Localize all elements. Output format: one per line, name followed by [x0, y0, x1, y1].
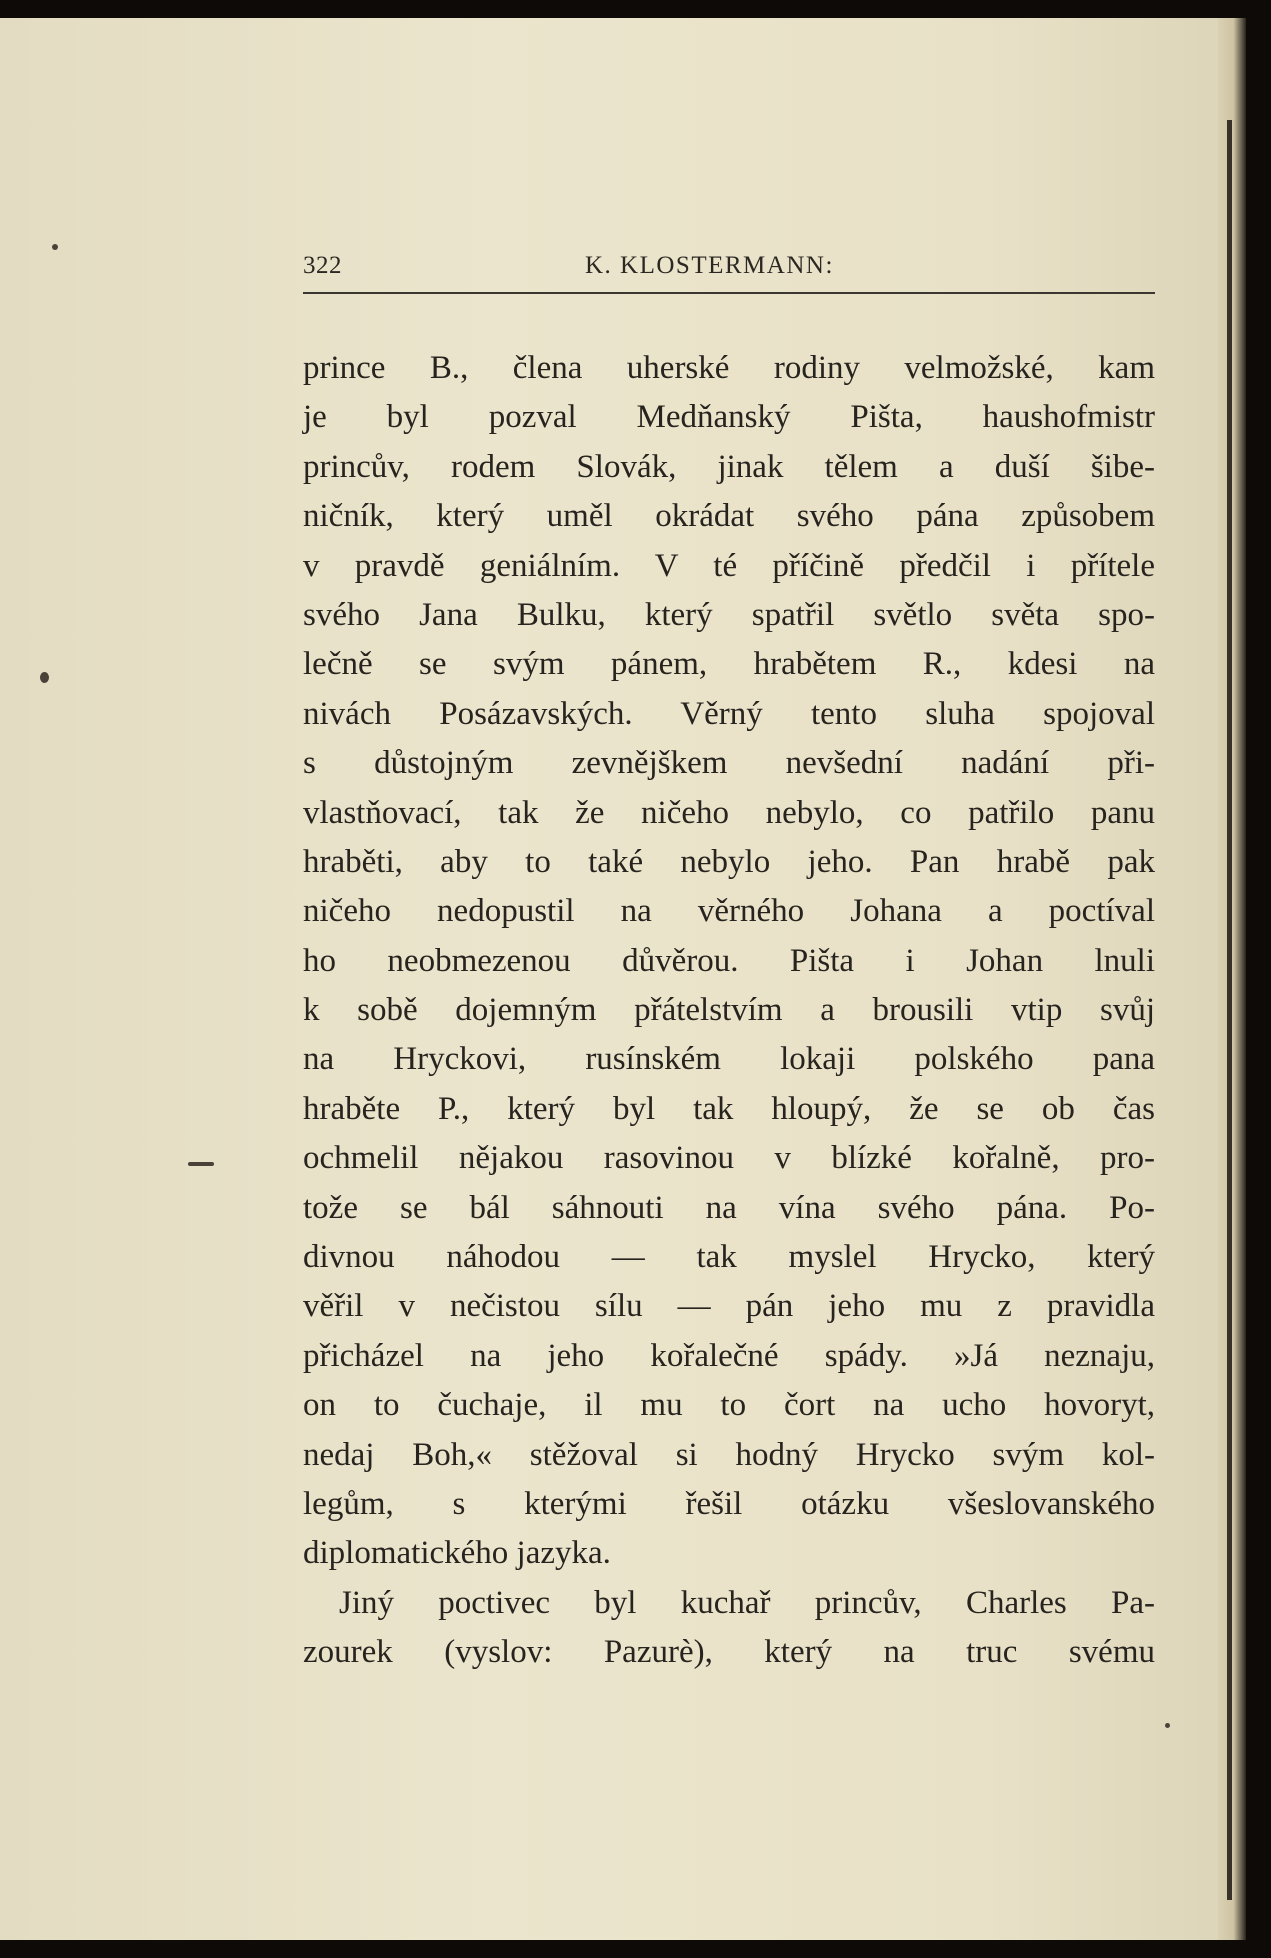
text-line: nedaj Boh,« stěžoval si hodný Hrycko svým kol-: [303, 1436, 1155, 1473]
page-number: 322: [303, 252, 342, 279]
ink-speck: [188, 1162, 214, 1166]
text-line: přicházel na jeho kořalečné spády. »Já neznaju,: [303, 1337, 1155, 1374]
text-line: lečně se svým pánem, hrabětem R., kdesi na: [303, 646, 1155, 683]
body-text: [303, 344, 1155, 1678]
text-line: vlastňovací, tak že ničeho nebylo, co patřilo panu: [303, 794, 1155, 831]
page-edge-shadow: [1218, 18, 1246, 1940]
binding-edge-line: [1227, 120, 1232, 1900]
text-line: on to čuchaje, il mu to čort na ucho hovoryt,: [303, 1387, 1155, 1424]
text-line: k sobě dojemným přátelstvím a brousili vtip svůj: [303, 992, 1155, 1029]
text-line: na Hryckovi, rusínském lokaji polského pana: [303, 1041, 1155, 1078]
ink-speck: [1165, 1723, 1170, 1728]
text-line: nivách Posázavských. Věrný tento sluha spojoval: [303, 695, 1155, 732]
running-head: K. KLOSTERMANN:: [585, 252, 834, 279]
ink-speck: [52, 244, 58, 250]
text-line: věřil v nečistou sílu — pán jeho mu z pravidla: [303, 1288, 1155, 1325]
text-line: legům, s kterými řešil otázku všeslovanského: [303, 1485, 1155, 1522]
text-line: Jiný poctivec byl kuchař princův, Charles Pa-: [339, 1584, 1155, 1621]
page-header: [303, 252, 1155, 294]
ink-speck: [40, 672, 49, 683]
text-line: hraběte P., který byl tak hloupý, že se ob čas: [303, 1090, 1155, 1127]
text-line: v pravdě geniálním. V té příčině předčil i přítele: [303, 547, 1155, 584]
text-line: diplomatického jazyka.: [303, 1535, 611, 1572]
text-line: divnou náhodou — tak myslel Hrycko, který: [303, 1239, 1155, 1276]
paragraph: [303, 1579, 1155, 1678]
text-line: princův, rodem Slovák, jinak tělem a duší šibe-: [303, 448, 1155, 485]
text-line: ochmelil nějakou rasovinou v blízké kořalně, pro-: [303, 1140, 1155, 1177]
text-line: je byl pozval Medňanský Pišta, haushofmistr: [303, 399, 1155, 436]
text-line: svého Jana Bulku, který spatřil světlo světa spo-: [303, 596, 1155, 633]
text-line: ničník, který uměl okrádat svého pána způsobem: [303, 498, 1155, 535]
text-line: prince B., člena uherské rodiny velmožské, kam: [303, 350, 1155, 386]
text-line: hraběti, aby to také nebylo jeho. Pan hrabě pak: [303, 843, 1155, 880]
paragraph: [303, 344, 1155, 1579]
text-line: ho neobmezenou důvěrou. Pišta i Johan lnuli: [303, 942, 1155, 979]
text-line: tože se bál sáhnouti na vína svého pána. Po-: [303, 1189, 1155, 1226]
text-line: ničeho nedopustil na věrného Johana a poctíval: [303, 893, 1155, 930]
text-line: s důstojným zevnějškem nevšední nadání při-: [303, 745, 1155, 782]
text-line: zourek (vyslov: Pazurè), který na truc svému: [303, 1634, 1155, 1671]
